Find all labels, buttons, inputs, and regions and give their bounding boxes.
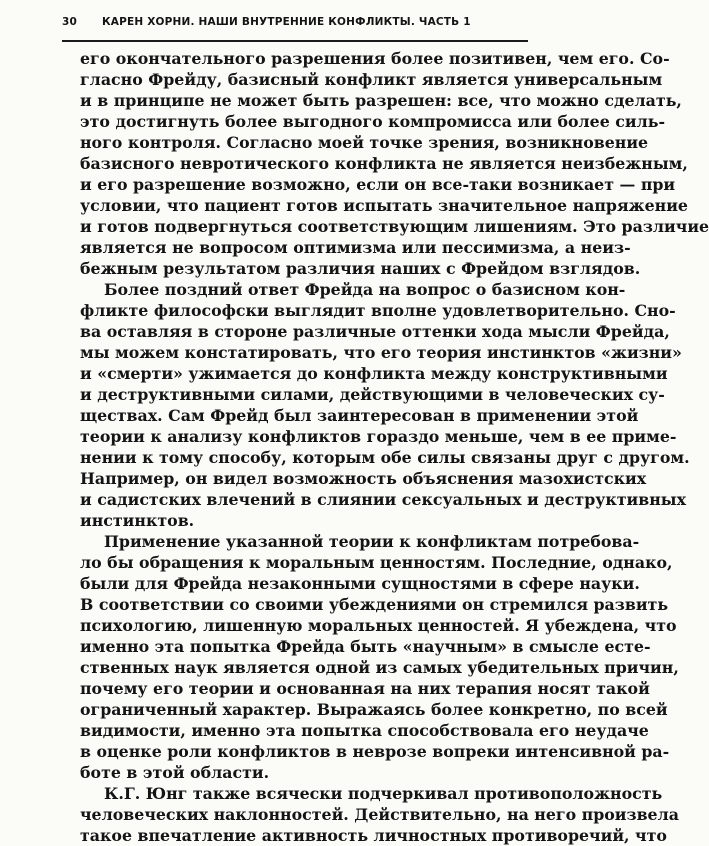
text-line: является не вопросом оптимизма или пессимизма, а неиз- <box>80 238 631 257</box>
text-line: и готов подвергнуться соответствующим лишениям. Это различие <box>80 217 709 236</box>
text-line: это достигнуть более выгодного компромисса или более силь- <box>80 112 666 131</box>
running-title: КАРЕН ХОРНИ. НАШИ ВНУТРЕННИЕ КОНФЛИКТЫ. ЧАСТЬ 1 <box>102 16 471 28</box>
text-line: базисного невротического конфликта не является неизбежным, <box>80 154 688 173</box>
text-line: его окончательного разрешения более позитивен, чем его. Со- <box>80 49 670 68</box>
text-line: ственных наук является одной из самых убедительных причин, <box>80 658 679 677</box>
paragraph-start-line: Применение указанной теории к конфликтам потребова- <box>104 532 640 551</box>
text-line: и его разрешение возможно, если он все-таки возникает — при <box>80 175 676 194</box>
text-line: бежным результатом различия наших с Фрейдом взглядов. <box>80 259 641 278</box>
text-line: и садистских влечений в слиянии сексуальных и деструктивных <box>80 490 687 509</box>
text-line: инстинктов. <box>80 511 195 530</box>
text-line: фликте философски выглядит вполне удовлетворительно. Сно- <box>80 301 676 320</box>
paragraph-start-line: К.Г. Юнг также всячески подчеркивал противоположность <box>104 784 663 803</box>
text-line: условии, что пациент готов испытать значительное напряжение <box>80 196 688 215</box>
text-line: почему его теории и основанная на них терапия носят такой <box>80 679 650 698</box>
text-line: ва оставляя в стороне различные оттенки хода мысли Фрейда, <box>80 322 670 341</box>
text-line: человеческих наклонностей. Действительно, на него произвела <box>80 805 679 824</box>
text-line: ло бы обращения к моральным ценностям. Последние, однако, <box>80 553 673 572</box>
text-line: ограниченный характер. Выражаясь более конкретно, по всей <box>80 700 668 719</box>
text-line: были для Фрейда незаконными сущностями в сфере науки. <box>80 574 640 593</box>
text-line: такое впечатление активность личностных противоречий, что <box>80 826 667 845</box>
text-line: мы можем констатировать, что его теория инстинктов «жизни» <box>80 343 682 362</box>
text-line: Например, он видел возможность объяснения мазохистских <box>80 469 647 488</box>
text-line: гласно Фрейду, базисный конфликт является универсальным <box>80 70 663 89</box>
text-line: и деструктивными силами, действующими в человеческих су- <box>80 385 665 404</box>
text-line: именно эта попытка Фрейда быть «научным» в смысле есте- <box>80 637 651 656</box>
body-text <box>80 48 709 846</box>
text-line: и в принципе не может быть разрешен: все, что можно сделать, <box>80 91 682 110</box>
page-number: 30 <box>62 16 78 28</box>
running-head <box>62 16 532 28</box>
text-line: психологию, лишенную моральных ценностей. Я убеждена, что <box>80 616 677 635</box>
text-line: В соответствии со своими убеждениями он стремился развить <box>80 595 669 614</box>
text-line: теории к анализу конфликтов гораздо меньше, чем в ее приме- <box>80 427 677 446</box>
text-line: нении к тому способу, которым обе силы связаны друг с другом. <box>80 448 690 467</box>
paragraph-start-line: Более поздний ответ Фрейда на вопрос о базисном кон- <box>104 280 626 299</box>
text-line: и «смерти» ужимается до конфликта между конструктивными <box>80 364 668 383</box>
text-line: ного контроля. Согласно моей точке зрения, возникновение <box>80 133 649 152</box>
text-line: ществах. Сам Фрейд был заинтересован в применении этой <box>80 406 639 425</box>
text-line: боте в этой области. <box>80 763 270 782</box>
header-rule <box>62 40 528 42</box>
text-line: видимости, именно эта попытка способствовала его неудаче <box>80 721 649 740</box>
text-line: в оценке роли конфликтов в неврозе вопреки интенсивной ра- <box>80 742 670 761</box>
